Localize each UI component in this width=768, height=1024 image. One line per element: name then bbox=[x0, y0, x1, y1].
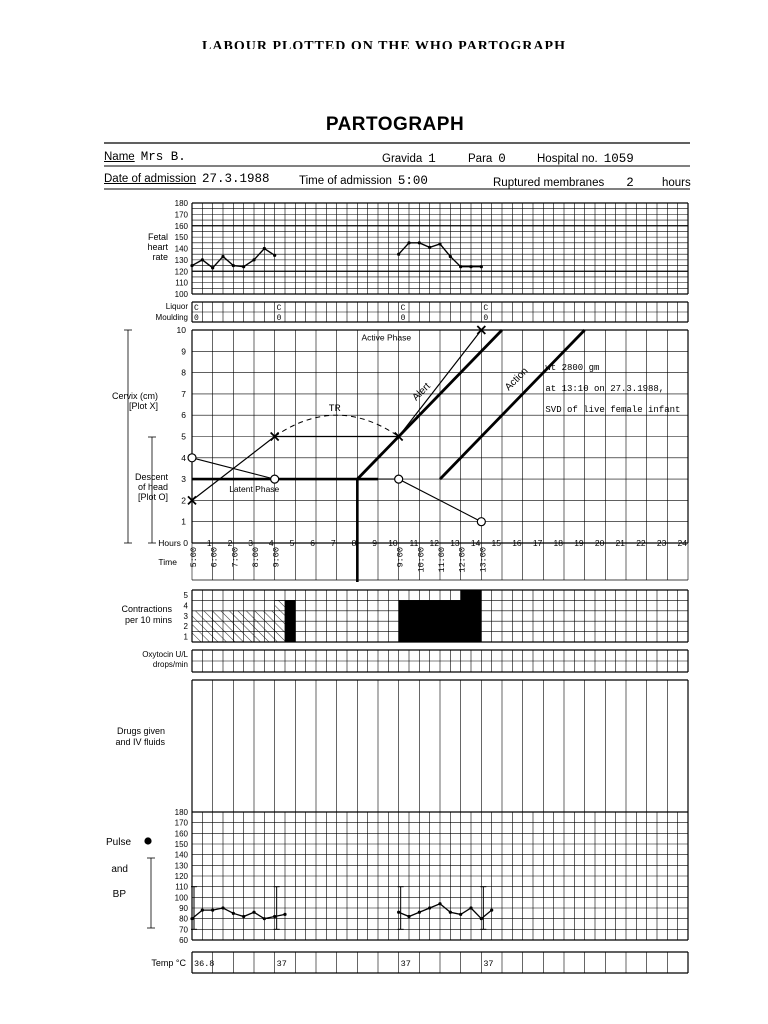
hospital-number: 1059 bbox=[603, 152, 634, 166]
membranes-label: Ruptured membranes bbox=[493, 177, 605, 189]
pulse-point bbox=[232, 912, 235, 915]
hour-tick-label: 22 bbox=[636, 538, 646, 548]
pulse-point bbox=[263, 917, 266, 920]
time-entry: 6:00 bbox=[209, 547, 220, 568]
time-entry: 7:00 bbox=[230, 547, 241, 568]
contractions-tick-label: 4 bbox=[183, 601, 188, 611]
pulse-bp-tick-label: 110 bbox=[175, 882, 188, 892]
pulse-bp-tick-label: 120 bbox=[174, 872, 188, 881]
pulse-point bbox=[211, 909, 214, 912]
pulse-point bbox=[438, 902, 441, 905]
pulse-point bbox=[190, 917, 193, 920]
fetal-heart-point bbox=[397, 253, 400, 256]
cervix-label: [Plot X] bbox=[128, 401, 158, 411]
grid-lines bbox=[192, 203, 688, 973]
cervix-tick-label: 4 bbox=[181, 452, 186, 463]
fetal-heart-label: heart bbox=[147, 242, 168, 252]
hour-tick-label: 24 bbox=[677, 538, 687, 548]
fetal-heart-tick-label: 110 bbox=[175, 278, 188, 288]
hour-tick-label: 18 bbox=[553, 538, 563, 548]
hour-tick-label: 3 bbox=[248, 538, 253, 548]
hour-tick-label: 10 bbox=[388, 538, 398, 548]
time-entry: 13:00 bbox=[478, 547, 489, 573]
pulse-bp-tick-label: 140 bbox=[174, 850, 188, 860]
pulse-bp-tick-label: 90 bbox=[179, 904, 188, 913]
pulse-point bbox=[242, 915, 245, 918]
fetal-heart-point bbox=[242, 265, 245, 268]
fetal-heart-tick-label: 180 bbox=[174, 199, 188, 208]
admission-time-label: Time of admission bbox=[299, 175, 392, 187]
hour-tick-label: 12 bbox=[429, 538, 439, 548]
contraction-bar bbox=[213, 611, 234, 642]
pulse-bp-tick-label: 130 bbox=[174, 861, 188, 871]
active-phase-label: Active Phase bbox=[361, 332, 412, 343]
fetal-heart-tick-label: 150 bbox=[174, 233, 188, 243]
fetal-heart-point bbox=[190, 264, 193, 267]
contractions-tick-label: 2 bbox=[183, 622, 188, 632]
pulse-bp-tick-label: 80 bbox=[179, 914, 188, 924]
drugs-label: and IV fluids bbox=[115, 737, 165, 747]
para-label: Para bbox=[468, 153, 493, 165]
liquor-mark: C bbox=[400, 304, 406, 313]
time-label: Time bbox=[158, 557, 177, 567]
fetal-heart-point bbox=[201, 258, 204, 261]
cervix-tick-label: 2 bbox=[181, 495, 186, 506]
hour-tick-label: 9 bbox=[372, 538, 377, 548]
hour-tick-label: 7 bbox=[330, 538, 336, 548]
pulse-bp-tick-label: 180 bbox=[174, 808, 188, 817]
time-entry: 11:00 bbox=[437, 547, 447, 573]
and-label: and bbox=[111, 864, 128, 875]
contraction-bar bbox=[419, 600, 440, 642]
transfer-label: TR bbox=[328, 403, 341, 415]
pulse-point bbox=[459, 913, 462, 916]
contraction-bar bbox=[285, 600, 295, 642]
hour-tick-label: 11 bbox=[409, 538, 419, 548]
moulding-mark: 0 bbox=[276, 314, 282, 323]
pulse-point bbox=[449, 911, 452, 914]
bp-label: BP bbox=[112, 889, 126, 900]
para-value: 0 bbox=[498, 152, 506, 166]
fetal-heart-tick-label: 140 bbox=[174, 244, 188, 254]
liquor-mark: C bbox=[483, 304, 489, 313]
cervix-tick-label: 8 bbox=[181, 367, 186, 378]
hours-unit: hours bbox=[662, 177, 691, 189]
delivery-note: wt 2800 gm bbox=[545, 362, 600, 373]
hour-tick-label: 19 bbox=[574, 538, 584, 548]
pulse-point bbox=[490, 909, 493, 912]
contractions-label: Contractions bbox=[121, 604, 172, 614]
pulse-bp-tick-label: 70 bbox=[179, 925, 188, 935]
pulse-point bbox=[469, 906, 472, 909]
pulse-dot-legend bbox=[144, 837, 151, 844]
pulse-line bbox=[192, 908, 285, 919]
cervix-tick-label: 10 bbox=[176, 325, 186, 335]
hour-tick-label: 4 bbox=[268, 538, 274, 548]
contraction-bar bbox=[399, 600, 420, 642]
alert-line bbox=[357, 330, 502, 479]
hour-tick-label: 21 bbox=[615, 538, 625, 548]
hour-tick-label: 13 bbox=[450, 538, 460, 548]
descent-label: of head bbox=[137, 482, 168, 492]
hour-tick-label: 6 bbox=[310, 538, 315, 548]
pulse-label: Pulse bbox=[105, 837, 131, 848]
fetal-heart-tick-label: 100 bbox=[174, 290, 188, 299]
fetal-heart-label: rate bbox=[152, 252, 168, 262]
oxytocin-label: Oxytocin U/L bbox=[142, 650, 188, 659]
hour-tick-label: 17 bbox=[532, 538, 543, 548]
membranes-hours: 2 bbox=[626, 176, 634, 190]
gravida-label: Gravida bbox=[382, 153, 423, 165]
pulse-bp-tick-label: 60 bbox=[179, 936, 188, 945]
pulse-point bbox=[480, 917, 483, 920]
cervix-tick-label: 3 bbox=[181, 474, 186, 485]
temp-value: 36.8 bbox=[194, 959, 215, 969]
delivery-note: at 13:10 on 27.3.1988, bbox=[545, 383, 665, 394]
fetal-heart-point bbox=[428, 246, 431, 249]
hour-tick-label: 14 bbox=[470, 538, 481, 548]
descent-o-mark bbox=[395, 475, 403, 483]
fetal-heart-point bbox=[221, 255, 224, 258]
fetal-heart-point bbox=[273, 254, 276, 257]
pulse-point bbox=[201, 909, 204, 912]
pulse-bp-tick-label: 160 bbox=[174, 829, 188, 839]
hour-tick-label: 5 bbox=[289, 538, 295, 548]
pulse-bp-tick-label: 100 bbox=[174, 893, 188, 903]
hour-tick-label: 23 bbox=[656, 538, 667, 548]
fetal-heart-point bbox=[252, 258, 255, 261]
fetal-heart-tick-label: 130 bbox=[174, 255, 188, 265]
oxytocin-label: drops/min bbox=[152, 660, 188, 669]
drugs-label: Drugs given bbox=[116, 726, 165, 736]
fetal-heart-point bbox=[407, 241, 410, 244]
temp-value: 37 bbox=[400, 959, 411, 969]
pulse-point bbox=[397, 911, 400, 914]
hour-tick-label: 1 bbox=[206, 538, 212, 548]
patient-name: Mrs B. bbox=[140, 150, 186, 164]
latent-phase-label: Latent Phase bbox=[229, 483, 280, 494]
cervix-tick-label: 9 bbox=[181, 346, 186, 357]
contractions-label: per 10 mins bbox=[124, 615, 172, 625]
time-entry: 8:00 bbox=[251, 547, 261, 568]
fetal-heart-point bbox=[438, 242, 441, 245]
hour-tick-label: 2 bbox=[227, 538, 233, 548]
hour-tick-label: 15 bbox=[491, 538, 501, 548]
admission-date-value: 27.3.1988 bbox=[202, 172, 270, 186]
action-label: Action bbox=[503, 365, 531, 394]
pulse-point bbox=[283, 913, 286, 916]
pulse-point bbox=[273, 915, 276, 918]
fetal-heart-point bbox=[232, 264, 235, 267]
fetal-heart-point bbox=[211, 266, 214, 269]
descent-o-mark bbox=[271, 475, 279, 483]
pulse-point bbox=[418, 911, 421, 914]
fetal-heart-point bbox=[480, 265, 483, 268]
admission-time-value: 5:00 bbox=[397, 174, 428, 188]
liquor-label: Liquor bbox=[165, 302, 188, 311]
temp-value: 37 bbox=[483, 959, 494, 969]
moulding-mark: 0 bbox=[483, 314, 489, 323]
hours-label: Hours 0 bbox=[158, 538, 188, 548]
pulse-point bbox=[407, 915, 410, 918]
contraction-bar bbox=[192, 611, 213, 642]
descent-o-mark bbox=[188, 454, 196, 462]
contraction-bar bbox=[254, 611, 275, 642]
contractions-tick-label: 3 bbox=[183, 611, 188, 621]
time-entry: 10:00 bbox=[416, 547, 427, 573]
pulse-bp-tick-label: 150 bbox=[174, 840, 188, 849]
cervix-tick-label: 5 bbox=[181, 431, 186, 442]
gravida-value: 1 bbox=[428, 152, 436, 166]
hospital-label: Hospital no. bbox=[537, 153, 598, 165]
pulse-point bbox=[428, 906, 431, 909]
fetal-heart-tick-label: 160 bbox=[174, 221, 188, 231]
fetal-heart-point bbox=[449, 255, 452, 258]
pulse-point bbox=[252, 911, 255, 914]
cervix-tick-label: 7 bbox=[181, 388, 186, 399]
fetal-heart-point bbox=[469, 265, 472, 268]
time-entry: 9:00 bbox=[271, 547, 282, 568]
contraction-bar bbox=[233, 611, 254, 642]
moulding-mark: 0 bbox=[400, 314, 406, 323]
contractions-tick-label: 5 bbox=[183, 591, 188, 600]
liquor-mark: C bbox=[194, 304, 199, 313]
alert-label: Alert bbox=[410, 380, 433, 404]
fetal-heart-point bbox=[263, 247, 266, 250]
temp-value: 37 bbox=[276, 959, 287, 969]
page-heading: LABOUR PLOTTED ON THE WHO PARTOGRAPH bbox=[202, 39, 566, 49]
cervix-tick-label: 6 bbox=[181, 410, 186, 421]
cervix-label: Cervix (cm) bbox=[112, 391, 158, 401]
moulding-mark: 0 bbox=[194, 314, 199, 323]
fetal-heart-tick-label: 170 bbox=[174, 210, 188, 220]
pulse-point bbox=[221, 906, 224, 909]
hour-tick-label: 8 bbox=[351, 538, 357, 548]
moulding-label: Moulding bbox=[155, 313, 188, 322]
delivery-note: SVD of live female infant bbox=[545, 404, 681, 415]
admission-date-label: Date of admission bbox=[104, 173, 197, 185]
fetal-heart-point bbox=[459, 265, 462, 268]
contractions-tick-label: 1 bbox=[183, 632, 188, 642]
fetal-heart-tick-label: 120 bbox=[174, 267, 188, 277]
time-entry: 9:00 bbox=[395, 547, 406, 568]
contraction-bar bbox=[461, 590, 482, 642]
descent-label: Descent bbox=[134, 472, 168, 482]
fetal-heart-label: Fetal bbox=[147, 232, 168, 242]
fetal-heart-point bbox=[418, 241, 421, 244]
page-title: PARTOGRAPH bbox=[325, 114, 465, 135]
name-label: Name bbox=[104, 151, 135, 163]
pulse-line bbox=[399, 904, 492, 919]
contraction-bar bbox=[440, 600, 461, 642]
descent-o-mark bbox=[477, 518, 485, 526]
time-entry: 12:00 bbox=[457, 547, 468, 573]
temp-label: Temp °C bbox=[151, 958, 186, 968]
descent-label: [Plot O] bbox=[137, 492, 168, 502]
hour-tick-label: 16 bbox=[512, 538, 522, 548]
hour-tick-label: 20 bbox=[594, 538, 605, 548]
chart-marks bbox=[188, 241, 680, 969]
liquor-mark: C bbox=[276, 304, 282, 313]
pulse-bp-tick-label: 170 bbox=[174, 818, 188, 828]
time-entry: 5:00 bbox=[189, 547, 199, 568]
cervix-tick-label: 1 bbox=[181, 516, 186, 527]
